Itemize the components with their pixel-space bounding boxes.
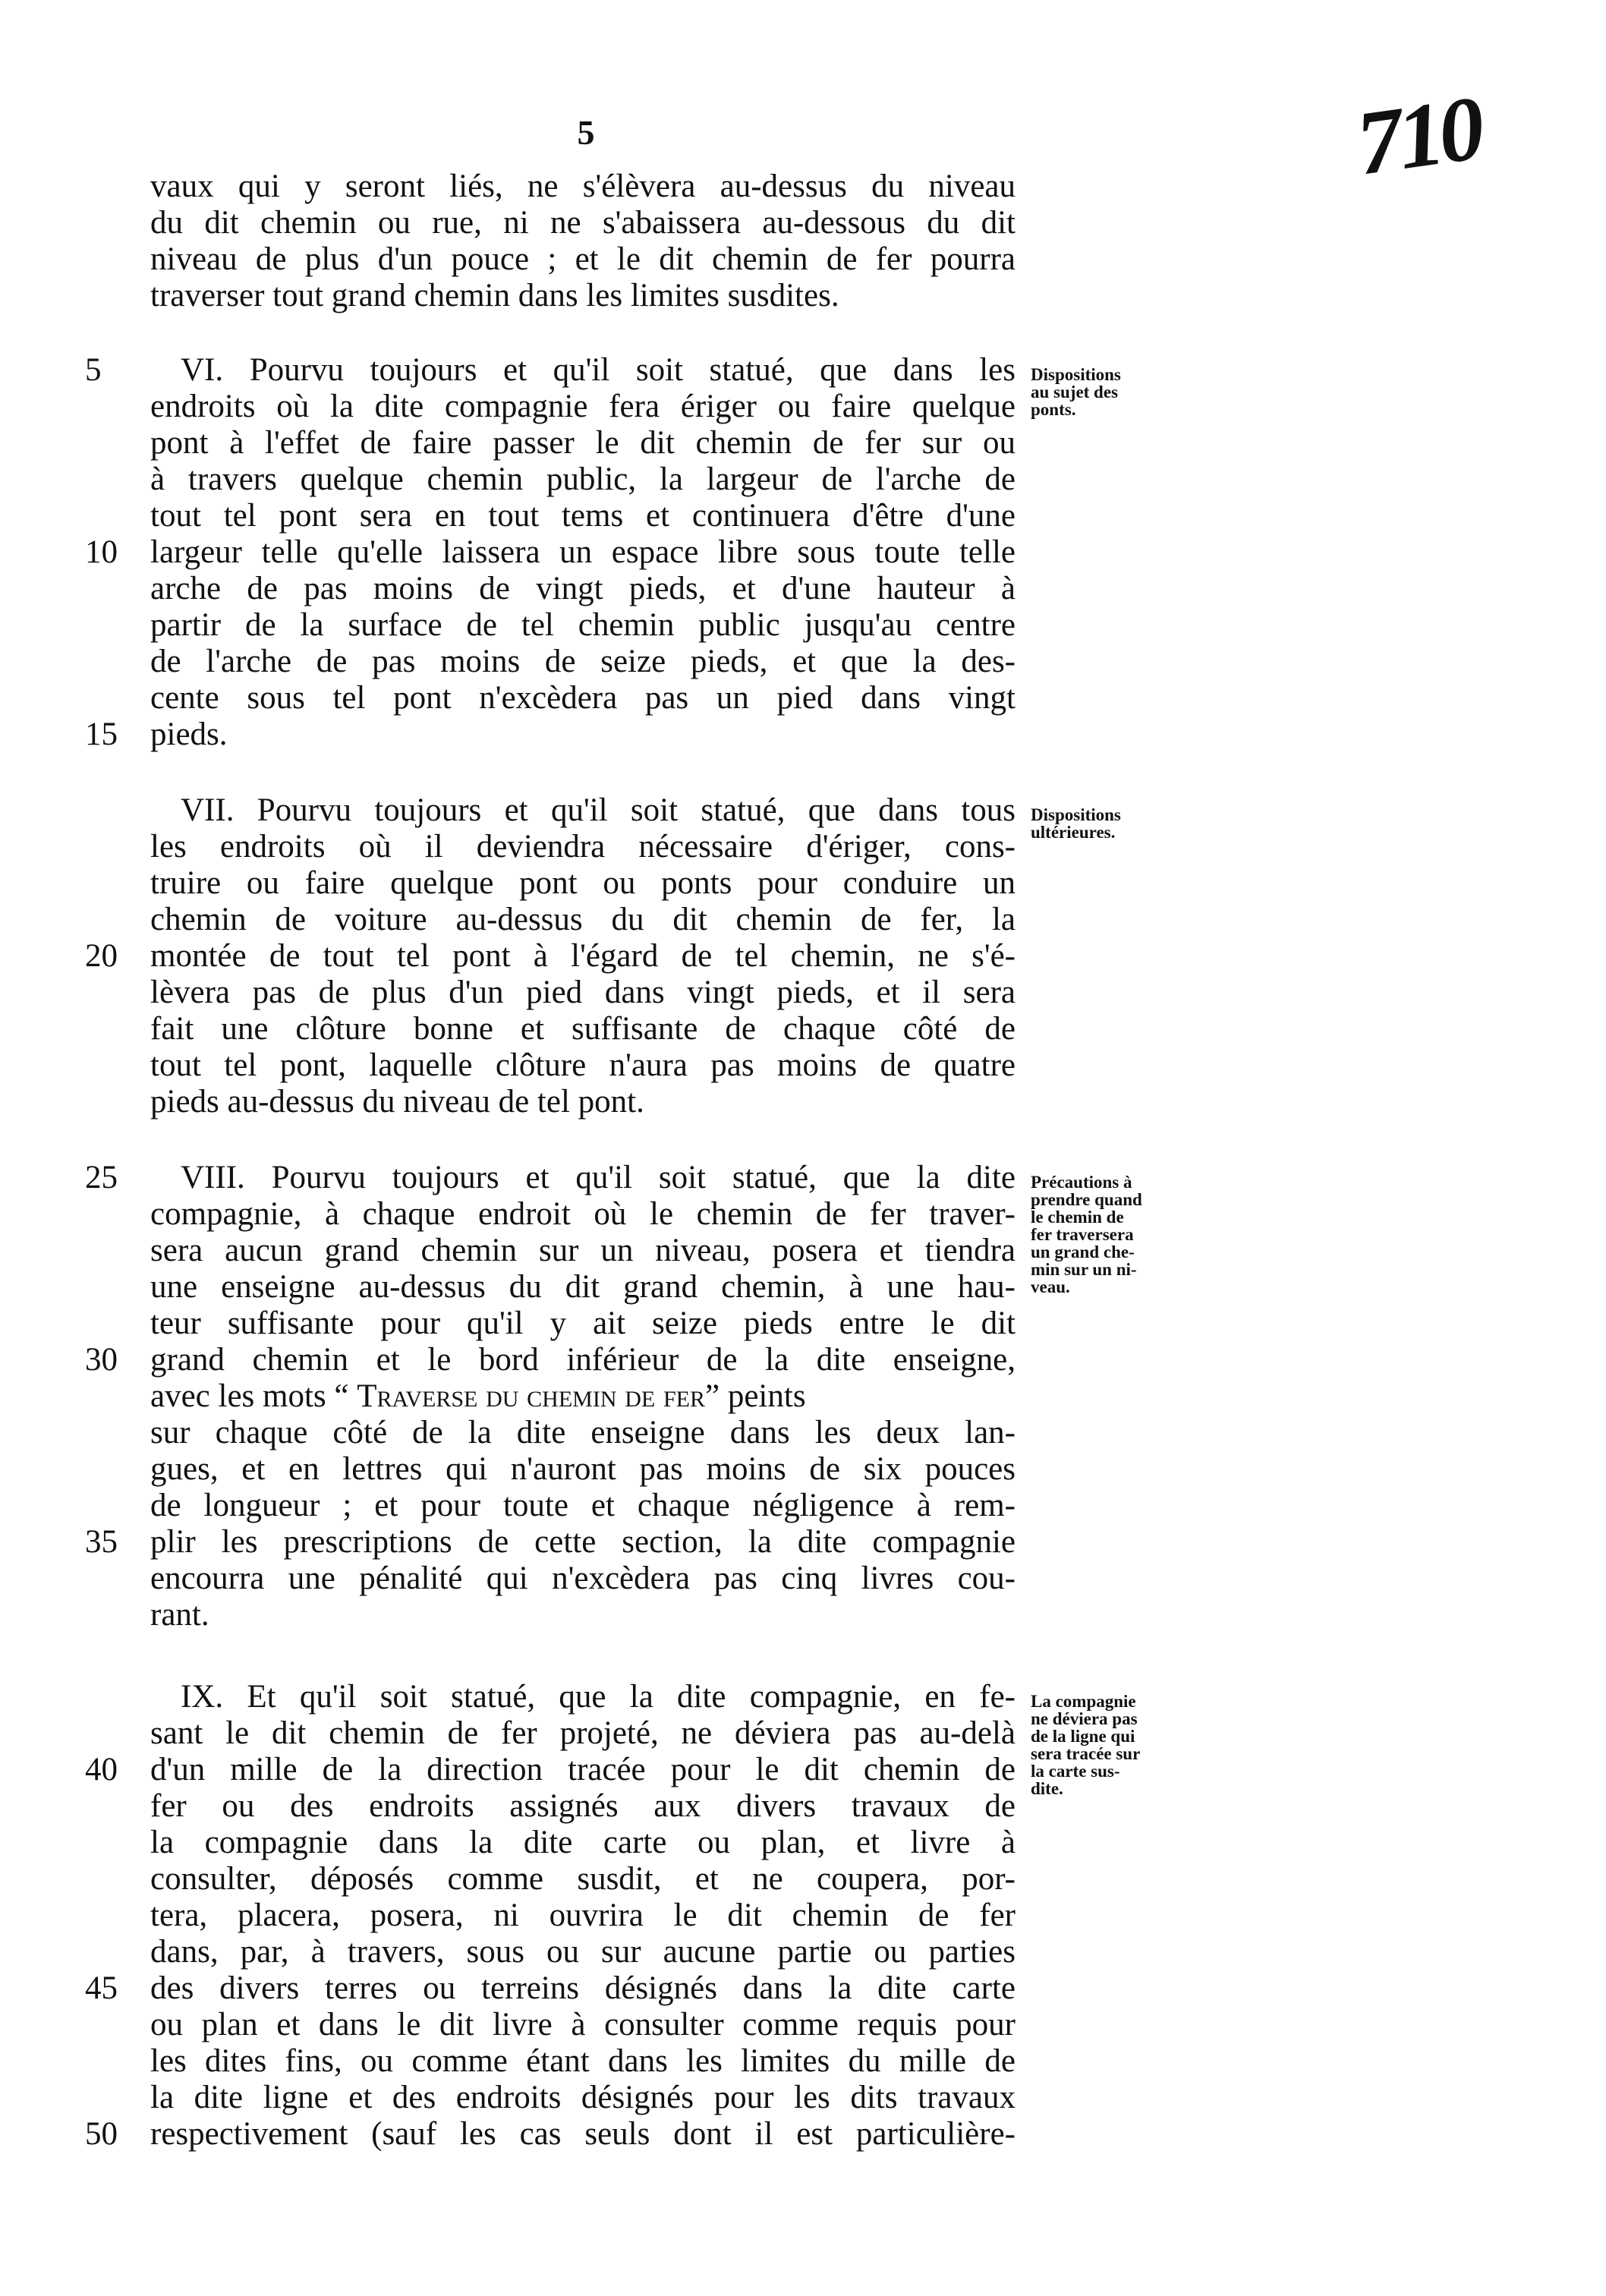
line-number: 50 [85, 2116, 118, 2152]
text-line: sera aucun grand chemin sur un niveau, posera et tiendra [150, 1233, 1016, 1268]
text-line: à travers quelque chemin public, la largeur de l'arche de [150, 461, 1016, 497]
text-fragment: ” peints [705, 1378, 806, 1414]
text-line: cente sous tel pont n'excèdera pas un pied dans vingt [150, 680, 1016, 716]
margin-note-line: de la ligne qui [1031, 1727, 1135, 1746]
text-line: sur chaque côté de la dite enseigne dans les deux lan- [150, 1415, 1016, 1450]
margin-note-line: ultérieures. [1031, 823, 1116, 842]
text-line: pieds. [150, 717, 228, 752]
margin-note-company-deviation [1031, 1693, 1182, 1797]
text-fragment: avec les mots “ [150, 1378, 357, 1414]
line-number: 30 [85, 1342, 118, 1378]
text-line: encourra une pénalité qui n'excèdera pas cinq livres cou- [150, 1561, 1016, 1596]
margin-note-line: min sur un ni- [1031, 1260, 1137, 1279]
margin-note-line: fer traversera [1031, 1225, 1134, 1244]
line-number: 45 [85, 1970, 118, 2006]
text-line: plir les prescriptions de cette section, la dite compagnie [150, 1524, 1016, 1560]
text-line: la compagnie dans la dite carte ou plan, et livre à [150, 1825, 1016, 1860]
margin-note-line: Précautions à [1031, 1173, 1132, 1192]
margin-note-line: prendre quand [1031, 1190, 1142, 1209]
text-line: dans, par, à travers, sous ou sur aucune partie ou parties [150, 1934, 1016, 1970]
text-line: VII. Pourvu toujours et qu'il soit statué, que dans tous [181, 792, 1016, 828]
line-number: 20 [85, 938, 118, 974]
margin-note-line: veau. [1031, 1277, 1070, 1296]
margin-note-line: La compagnie [1031, 1692, 1136, 1711]
text-line: tout tel pont sera en tout tems et continuera d'être d'une [150, 498, 1016, 534]
margin-note-bridges [1031, 366, 1182, 418]
text-line: lèvera pas de plus d'un pied dans vingt pieds, et il sera [150, 975, 1016, 1010]
text-line: montée de tout tel pont à l'égard de tel chemin, ne s'é- [150, 938, 1016, 974]
line-number: 25 [85, 1160, 118, 1195]
text-line: VIII. Pourvu toujours et qu'il soit statué, que la dite [181, 1160, 1016, 1195]
page-number: 5 [577, 113, 595, 152]
text-line: partir de la surface de tel chemin public jusqu'au centre [150, 607, 1016, 643]
text-line: truire ou faire quelque pont ou ponts pour conduire un [150, 865, 1016, 901]
margin-note-line: sera tracée sur [1031, 1744, 1141, 1763]
line-number: 15 [85, 717, 118, 752]
text-line: des divers terres ou terreins désignés dans la dite carte [150, 1970, 1016, 2006]
line-number: 40 [85, 1752, 118, 1787]
text-line: une enseigne au-dessus du dit grand chemin, à une hau- [150, 1269, 1016, 1305]
text-line: fer ou des endroits assignés aux divers travaux de [150, 1788, 1016, 1824]
line-number: 10 [85, 534, 118, 570]
text-line: chemin de voiture au-dessus du dit chemin de fer, la [150, 902, 1016, 937]
text-line: niveau de plus d'un pouce ; et le dit chemin de fer pourra [150, 241, 1016, 277]
text-line: de l'arche de pas moins de seize pieds, et que la des- [150, 644, 1016, 679]
margin-note-line: le chemin de [1031, 1208, 1124, 1227]
text-line: tout tel pont, laquelle clôture n'aura pas moins de quatre [150, 1047, 1016, 1083]
margin-note-line: ponts. [1031, 400, 1076, 419]
text-line: du dit chemin ou rue, ni ne s'abaissera au-dessous du dit [150, 205, 1016, 241]
text-line: les dites fins, ou comme étant dans les limites du mille de [150, 2043, 1016, 2079]
margin-note-line: ne déviera pas [1031, 1709, 1138, 1728]
text-line: largeur telle qu'elle laissera un espace libre sous toute telle [150, 534, 1016, 570]
margin-note-line: la carte sus- [1031, 1762, 1120, 1781]
line-number: 5 [85, 352, 102, 388]
text-line: grand chemin et le bord inférieur de la dite enseigne, [150, 1342, 1016, 1378]
text-line: les endroits où il deviendra nécessaire d'ériger, cons- [150, 829, 1016, 865]
text-line: consulter, déposés comme susdit, et ne coupera, por- [150, 1861, 1016, 1897]
margin-note-line: dite. [1031, 1779, 1063, 1798]
text-line: la dite ligne et des endroits désignés pour les dits travaux [150, 2080, 1016, 2115]
margin-note-line: un grand che- [1031, 1242, 1135, 1261]
text-line: rant. [150, 1597, 209, 1633]
text-line: teur suffisante pour qu'il y ait seize pieds entre le dit [150, 1305, 1016, 1341]
text-line: endroits où la dite compagnie fera ériger ou faire quelque [150, 389, 1016, 424]
railway-crossing-sign-text: Traverse du chemin de fer [357, 1378, 706, 1414]
text-line: traverser tout grand chemin dans les limites susdites. [150, 278, 839, 313]
text-line: gues, et en lettres qui n'auront pas moins de six pouces [150, 1451, 1016, 1487]
text-line: compagnie, à chaque endroit où le chemin de fer traver- [150, 1196, 1016, 1232]
text-line: respectivement (sauf les cas seuls dont il est particulière- [150, 2116, 1016, 2152]
margin-note-line: Dispositions [1031, 805, 1121, 824]
text-line: ou plan et dans le dit livre à consulter comme requis pour [150, 2007, 1016, 2042]
text-line: pont à l'effet de faire passer le dit chemin de fer sur ou [150, 425, 1016, 461]
margin-note-line: au sujet des [1031, 383, 1119, 402]
margin-note-line: Dispositions [1031, 365, 1121, 384]
text-line: fait une clôture bonne et suffisante de chaque côté de [150, 1011, 1016, 1047]
line-number: 35 [85, 1524, 118, 1560]
text-line: d'un mille de la direction tracée pour le dit chemin de [150, 1752, 1016, 1787]
text-line: tera, placera, posera, ni ouvrira le dit chemin de fer [150, 1898, 1016, 1933]
text-line: de longueur ; et pour toute et chaque négligence à rem- [150, 1488, 1016, 1523]
text-line: vaux qui y seront liés, ne s'élèvera au-dessus du niveau [150, 168, 1016, 204]
text-line: pieds au-dessus du niveau de tel pont. [150, 1084, 644, 1120]
handwritten-folio-number: 710 [1350, 77, 1487, 194]
margin-note-precautions [1031, 1173, 1182, 1296]
text-line [150, 1378, 1016, 1415]
text-line: IX. Et qu'il soit statué, que la dite compagnie, en fe- [181, 1679, 1016, 1715]
text-line: sant le dit chemin de fer projeté, ne déviera pas au-delà [150, 1715, 1016, 1751]
text-line: VI. Pourvu toujours et qu'il soit statué, que dans les [181, 352, 1016, 388]
text-line: arche de pas moins de vingt pieds, et d'une hauteur à [150, 571, 1016, 606]
margin-note-further-provisions [1031, 806, 1182, 841]
